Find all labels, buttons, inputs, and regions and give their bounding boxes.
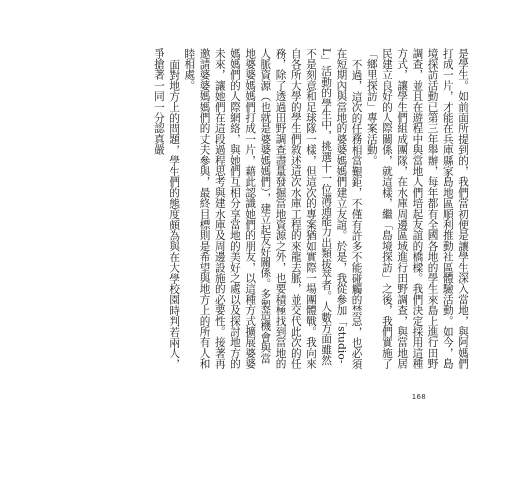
paragraph-2: 不過，這次的任務相當艱鉅，不僅有許多不能碰觸的禁忌，也必須在短期內與當地的婆婆媽媽們建立友誼。於是，我從參加「studio-L」活動的學生中，挑選十一位溝通能力出類拔萃者。人數方面雖然不是刻意和足球隊一樣，但這次的專案猶如實際一場團體戰。我向來自各所大學的學生們敘述這次水庫工程的來龍去脈，並交代此次的任務，除了透過田野調查盡量發掘當地資源之外，也要積極找到當地的人脈資源（也就是婆婆媽媽們），建立起友好關係。多製造機會與當地婆婆媽媽們打成一片，藉此認識她們的朋友，以這種方式擴展婆婆媽媽們的人際網絡，與她們互相分享當地的美好之處以及探討地方的未來，讓她們在這段過程思考與建水庫及周邊設施的必要性。接著再邀請婆婆媽媽們的丈夫參與，最終目標則是希望與地方上的所有人和睦相處。 [183, 48, 363, 369]
vertical-text-block [52, 48, 470, 372]
paragraph-1: 是學生。如前面所提到的，我們當初便是讓學生深入當地，與阿媽們打成一片，才能在兵庫縣家島地區順利推動社區體驗活動。如今，島境探訪活動已第三年舉辦，每年都有全國各地的學生來島上進行田野調查，並且在遊程中與當地人們培起友誼的橋樑。我們決定採用這種方式，讓學生們組成團隊，在水庫周邊區域進行田野調查，與當地居民建立良好的人際關係，就這樣，繼「島境探訪」之後，我們實施了「鄉里探訪」專案活動。 [365, 48, 469, 369]
paragraph-3: 面對地方上的問題，學生們的態度頗為與在大學校園時判若兩人，爭搶著一同一分認真嚴 [152, 48, 181, 369]
page-number: 168 [411, 393, 426, 401]
